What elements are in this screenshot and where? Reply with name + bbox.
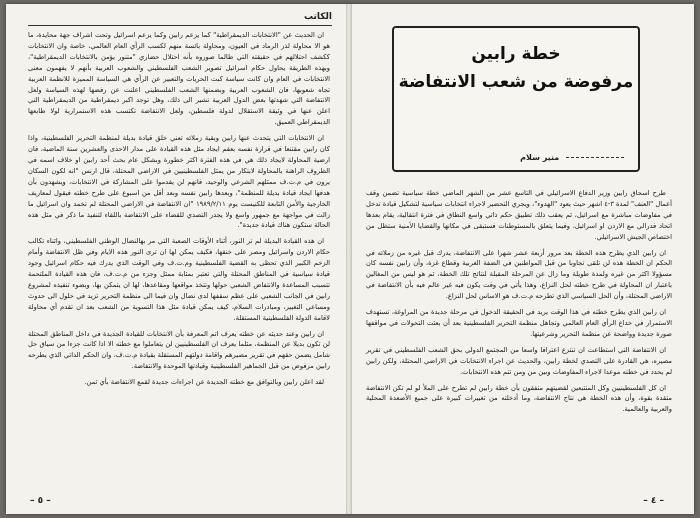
page-number: – ٤ – <box>643 496 664 506</box>
right-page <box>352 4 694 514</box>
paragraph: ان رابين الذي يطرح هذه الخطة بعد مرور أربعة عشر شهرا على الانتفاضة، يدرك قبل غيره من زملائه في الحكم ان الخطة هذه لن تلقى تجاوبا من قبل المواطنين في الضفة الغربية وقطاع غزة، وأن رابين نفسه كان مسؤولا اكثر من غيره ولمدة طويلة وما زال عن المرحلة المقبلة لنتائج تلك الخطة، ثم هو ليس من المغالين باعتبار ان المحاولة في طرح خطته لحل النزاع، وهذا يأتي في وقت يكون فيه غير عالم فيه بأن الانتفاضة في الاراضي المحتلة، وأن الحل السياسي الذي تطرحه م.ت.ف هو الاساس لحل النزاع. <box>366 248 672 301</box>
book-spread <box>6 4 694 514</box>
paragraph: ان الانتفاضة التي استطاعت ان تنتزع اعترافا واسعا من المجتمع الدولي بحق الشعب الفلسطيني في تقرير مصيره، هي القادرة على التصدي لخطة رابين، والحديث عن اجراء الانتخابات في الاراضي المحتلة، ولكن رابين لم يحدد في خطته موعدا لاجراء المفاوضات وبين من ومن تتم هذه الانتخابات. <box>366 345 672 376</box>
running-head-label: الكاتب <box>304 12 332 22</box>
page-number: – ٥ – <box>30 496 51 506</box>
author-name: منير سلام <box>520 153 560 162</box>
left-text-column <box>28 30 330 393</box>
paragraph: ان رابين وعند حديثه عن خطته يعرف اتم المعرفة بأن الانتخابات للقيادة الجديدة في داخل المناطق المحتلة لن تكون بديلا عن المنظمة، مثلما يعرف ان الفلسطينيين لن يتعاملوا مع خطته الا اذا كانت جزءا من سياق حل شامل يضمن حقهم في تقرير مصيرهم واقامة دولتهم المستقلة بقيادة م.ت.ف، وان الحكم الذاتي الذي يطرحه رابين مرفوض من قبل الجماهير الفلسطينية وقيادتها الموحدة والانتفاضة. <box>28 329 330 371</box>
paragraph: ان هذه القيادة البديلة لم تر النور، أثناء الأوقات الصعبة التي مر بهالنضال الوطني الفلسطيني، واثناء تكالب حكام الاردن واسرائيل ومصر على خنقها، فكيف يمكن لها ان ترى النور هذه الايام وفي ظل الانتفاضة وأمام الزخم الكبير الذي تحظى به القضية الفلسطينية وم.ت.ف وفي الوقت الذي يدرك فيه حكام اسرائيل وجود قيادة سياسية في المناطق المحتلة والتي تعتبر بمثابة ممثل وجزء من م.ت.ف، فان هذه القيادة الملتحمة تتسبب المساعدة والانتفاض الشعبي حولها وتتخذ مواقعها ومقاعدها، لها ان يتمكن بها، وبضوء تنفيذه لمشروع رابين في الجانب الشعبي على عظم سقفها لدى نضال وان فيما الى منظمة التحرير تزيد في حلول الى حدوث ومساعي التغيير، ومبادرات السلام، كيف يمكن قيادة مثل هذا التسوية من الشعب بعد ان تقدم أي محاولة لاقامة الدولة الفلسطينية المستقلة. <box>28 237 330 322</box>
right-text-column <box>366 188 672 420</box>
article-title: خطة رابين <box>471 44 561 64</box>
article-subtitle: مرفوضة من شعب الانتفاضة <box>398 72 634 92</box>
left-page <box>6 4 346 514</box>
paragraph: ان الانتخابات التي يتحدث عنها رابين وبقية زملائه تعني خلق قيادة بديلة لمنظمة التحرير الفلسطينية، واذا كان رابين مقتنعا في قرارة نفسه بعقم ايجاد مثل هذه القيادة على مدار الاحدى والعشرين سنة الماضية، فان ارضية المحاولة لايجاد ذلك هي في هذه الفترة اكثر خطورة وبشكل عام بحث أحد رابين او خلاف اسمه في الظروف الراهنة بالمحاولة لابتكار من يمثل الفلسطينيين في الاراضي المحتلة، قال ارنس "انه لكون السكان يرون في م.ت.ف ممثلهم الشرعي والوحيد، فانهم لن يقدموا على المشاركة في الانتخابات، ويشهدون بأن هدفها ايجاد قيادة بديلة للمنظمة"، وبعدها رابين نفسه وبعد أقل من اسبوع على طرح خطته فيقول لمعاريف الخارجية والأمن التابعة للكنيست يوم ١٩٨٩/٢/١١ "ان الانتفاضة في الاراضي المحتلة لم تخمد وان اسرائيل ما زالت في مواجهة مع جمهور واسع ولا يجدر التصدي للقضاء على الانتفاضة باللقاء لتنفيذ ما ذكر في مثل هذه الحالة ستكون هناك قيادة جديدة". <box>28 134 330 230</box>
running-head <box>28 12 332 26</box>
paragraph: طرح اسحاق رابين وزير الدفاع الاسرائيلي في التاسع عشر من الشهر الماضي خطة سياسية تضمن وقف أعمال "العنف" لمدة ٣-٤ اشهر حيث يعود "الهدوء"، ويجري التحضير لاجراء انتخابات سياسية لتشكيل قيادة تدخل في مفاوضات مباشرة مع اسرائيل، ثم يعقب ذلك تطبيق حكم ذاتي واسع النطاق في فترة انتقالية، يقام بعدها اتحاد فدرالي مع الاردن او اسرائيل، وفيما يتعلق بالمستوطنات فستبقى في مكانها والقضايا الأمنية ستظل من اختصاص الجيش الاسرائيلي. <box>366 189 672 241</box>
article-title-box <box>392 26 640 172</box>
byline <box>520 153 624 162</box>
paragraph: لقد اعلن رابين وبالتوافق مع خطته الجديدة عن اجراءات جديدة لقمع الانتفاضة بأي ثمن. <box>84 378 324 387</box>
byline-rule <box>566 157 624 158</box>
paragraph: ان كل الفلسطينيين وكل المتتبعين لقضيتهم متفقون بأن خطة رابين لم تطرح على الملأ لو لم تكن الانتفاضة متقدة بقوة، وأن هذه الخطة هي نتاج الانتفاضة، وما أدخلته من تغييرات كبيرة على جميع الأصعدة المحلية والعربية والعالمية. <box>366 383 672 414</box>
paragraph: ان رابين الذي يطرح خطته في هذا الوقت يريد في الحقيقة الدخول في مرحلة جديدة من المراوغة، تستهدف الاستمرار في خداع الرأي العام العالمي وتجاهل منظمة التحرير الفلسطينية بعد أن بعثت التحولات في مواقفها صورة جديدة وواضحة عن منظمة التحرير وشرعيتها. <box>366 308 672 338</box>
paragraph: ان الحديث عن "الانتخابات الديمقراطية" كما يزعم رابين وكما يزعم اسرائيل وتحت اشراف جهة محايدة، ما هو الا محاولة لذر الرماد في العيون، ومحاولة بائسة منهم لكسب الرأي العام العالمي، خاصة وان الانتخابات ككشف احتلالهم في حقيقته التي طالما صوروه بأنه احتلال حضاري "متنور يؤمن بالانتخابات الديمقراطية"، وبهذه الطريقة يحاول حكام اسرائيل تصوير الشعب الفلسطيني والشعوب العربية بأنهم لا يفهمون معنى الانتخابات في العام وان كانت سياسة كبت الحريات والتعبير عن الرأي هي السياسة المميزة للانظمة العربية تجاه شعوبها، فان الشعوب العربية وبضمنها الشعب الفلسطيني اعلنت عن رفضها لهذه السياسة ولعل الانتفاضة التي شهدتها بعض الدول العربية تشير الى ذلك، وهل توجد اكبر ديمقراطية من الديمقراطية التي اعلن عنها في وثيقة الاستقلال لدولة فلسطين، ولعل الانتفاضة تكتسب هذه الاستمرارية لولا طابعها الديمقراطي العميق. <box>28 31 330 127</box>
